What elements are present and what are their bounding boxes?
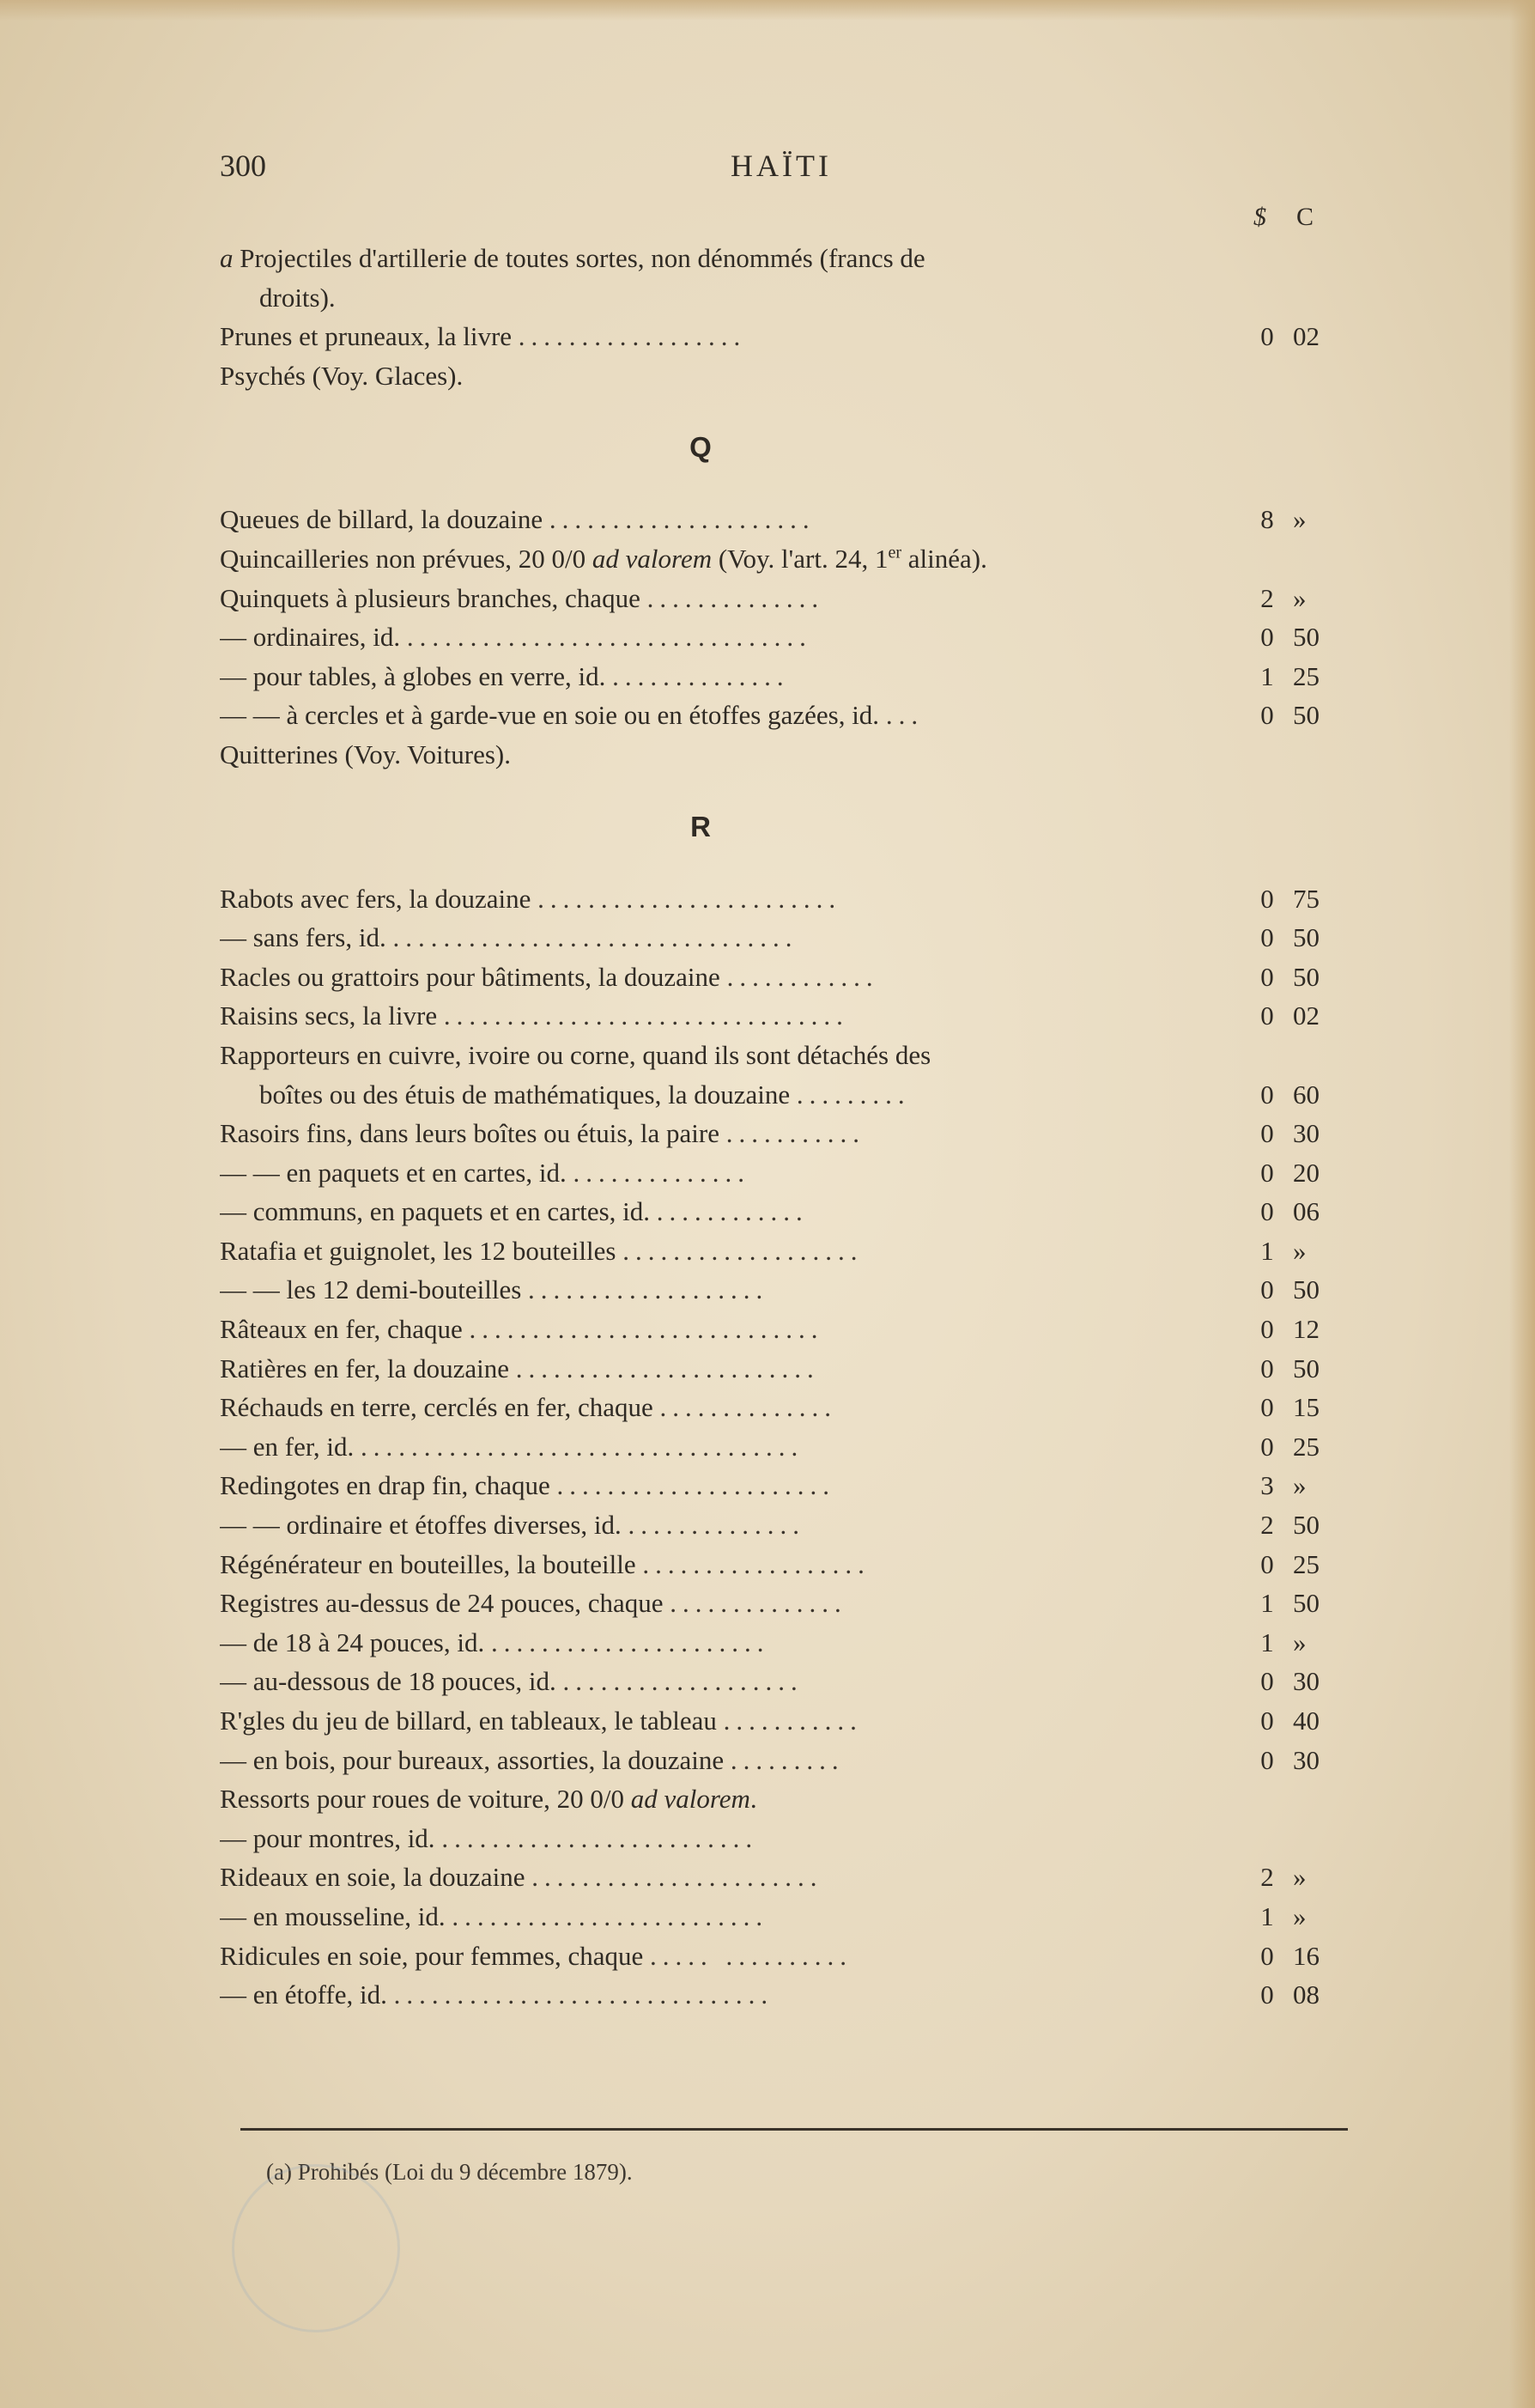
section-heading-r: R bbox=[690, 810, 711, 842]
cents-value: 50 bbox=[1293, 1353, 1320, 1383]
leader-dots: ......................... bbox=[452, 1900, 769, 1931]
cents-value: 02 bbox=[1293, 321, 1320, 352]
entry-text: Redingotes en drap fin, chaque bbox=[220, 1470, 550, 1501]
entry-text-wrap bbox=[220, 1937, 1216, 1976]
list-item bbox=[220, 1779, 1336, 1819]
entry-text-wrap bbox=[259, 1075, 1216, 1115]
leader-dots: ......... bbox=[730, 1744, 845, 1775]
cents-value: » bbox=[1293, 1235, 1307, 1266]
entry-text: Racles ou grattoirs pour bâtiments, la douzaine bbox=[220, 961, 720, 992]
entry-text: Rapporteurs en cuivre, ivoire ou corne, quand ils sont détachés des bbox=[220, 1039, 931, 1070]
list-item bbox=[220, 1741, 1336, 1780]
entry-text-wrap bbox=[220, 1741, 1216, 1780]
leader-dots: ............ bbox=[656, 1196, 809, 1227]
dollar-value: 0 bbox=[1260, 1706, 1274, 1736]
cents-value: 50 bbox=[1293, 961, 1320, 992]
dollar-value: 0 bbox=[1260, 622, 1274, 653]
entry-text: — en bois, pour bureaux, assorties, la douzaine bbox=[220, 1744, 725, 1775]
list-item bbox=[220, 1388, 1336, 1427]
entry-text-wrap bbox=[220, 1897, 1216, 1937]
leader-dots: ......................... bbox=[441, 1822, 759, 1853]
dollar-value: 0 bbox=[1260, 1979, 1274, 2010]
list-item bbox=[220, 500, 1336, 539]
dollar-value: 0 bbox=[1260, 1431, 1274, 1462]
entry-text-wrap bbox=[220, 1701, 1216, 1741]
dollar-value: 1 bbox=[1260, 1588, 1274, 1619]
entry-text: . bbox=[749, 1784, 757, 1815]
dollar-column-header: $ bbox=[1253, 203, 1266, 231]
list-item bbox=[220, 317, 1336, 356]
entry-text: Rideaux en soie, la douzaine bbox=[220, 1862, 525, 1893]
list-item bbox=[220, 1505, 1336, 1545]
cents-value: » bbox=[1293, 582, 1307, 613]
leader-dots: .................. bbox=[518, 321, 747, 352]
list-item bbox=[220, 1075, 1336, 1115]
dollar-value: 0 bbox=[1260, 1079, 1274, 1110]
cents-value: 25 bbox=[1293, 1548, 1320, 1579]
entry-text: Queues de billard, la douzaine bbox=[220, 504, 543, 535]
dollar-value: 2 bbox=[1260, 582, 1274, 613]
cents-value: 50 bbox=[1293, 1274, 1320, 1305]
leader-dots: ..... .......... bbox=[650, 1940, 853, 1971]
dollar-value: 0 bbox=[1260, 1548, 1274, 1579]
column-headers bbox=[1245, 203, 1331, 237]
dollar-value: 0 bbox=[1260, 700, 1274, 731]
entry-text: — en fer, id. bbox=[220, 1431, 355, 1462]
entry-text: (Voy. l'art. 24, 1 bbox=[712, 543, 889, 574]
dollar-value: 0 bbox=[1260, 922, 1274, 953]
entry-text: — ordinaires, id. bbox=[220, 622, 401, 653]
entry-text: Rabots avec fers, la douzaine bbox=[220, 883, 531, 914]
list-item bbox=[220, 696, 1336, 735]
dollar-value: 1 bbox=[1260, 1900, 1274, 1931]
section-q-list bbox=[220, 500, 1336, 774]
cents-value: 50 bbox=[1293, 700, 1320, 731]
entry-text-wrap bbox=[220, 1231, 1216, 1271]
entry-text: Ressorts pour roues de voiture, 20 0/0 bbox=[220, 1784, 631, 1815]
entry-text-wrap bbox=[220, 539, 1216, 579]
list-item bbox=[220, 1153, 1336, 1193]
entry-text-wrap bbox=[220, 958, 1216, 997]
cents-value: 30 bbox=[1293, 1118, 1320, 1149]
leader-dots: ..................... bbox=[549, 504, 816, 535]
leader-dots: ...................... bbox=[490, 1627, 770, 1657]
leader-dots: ............ bbox=[726, 961, 879, 992]
leader-dots: ................... bbox=[562, 1666, 804, 1697]
cents-column-header: C bbox=[1296, 203, 1314, 231]
list-item bbox=[220, 1231, 1336, 1271]
running-title: HAÏTI bbox=[731, 149, 832, 183]
list-item bbox=[220, 1349, 1336, 1389]
cents-value: 40 bbox=[1293, 1706, 1320, 1736]
list-item bbox=[220, 1036, 1336, 1075]
cents-value: 50 bbox=[1293, 1588, 1320, 1619]
entry-text: — au-dessous de 18 pouces, id. bbox=[220, 1666, 556, 1697]
entry-text-italic: ad valorem bbox=[592, 543, 713, 574]
dollar-value: 1 bbox=[1260, 660, 1274, 691]
list-item bbox=[220, 918, 1336, 958]
entry-text-wrap bbox=[220, 1779, 1216, 1819]
entry-text: Ridicules en soie, pour femmes, chaque bbox=[220, 1940, 644, 1971]
entry-text: Quitterines (Voy. Voitures). bbox=[220, 739, 511, 769]
leader-dots: ................... bbox=[528, 1274, 769, 1305]
list-item bbox=[220, 1114, 1336, 1153]
leader-dots: ...................... bbox=[556, 1470, 836, 1501]
cents-value: » bbox=[1293, 504, 1307, 535]
dollar-value: 0 bbox=[1260, 1118, 1274, 1149]
list-item bbox=[220, 278, 1336, 318]
cents-value: 20 bbox=[1293, 1157, 1320, 1188]
list-item bbox=[220, 1310, 1336, 1349]
entry-text: alinéa). bbox=[901, 543, 987, 574]
entry-text: — en étoffe, id. bbox=[220, 1979, 387, 2010]
footnote-mark: a bbox=[220, 243, 234, 273]
entry-text-wrap bbox=[220, 696, 1216, 735]
list-item bbox=[220, 579, 1336, 618]
page-edge-shadow-top bbox=[0, 0, 1535, 21]
leader-dots: .............. bbox=[573, 1157, 750, 1188]
entry-superscript: er bbox=[888, 543, 901, 562]
leader-dots: ........................ bbox=[515, 1353, 820, 1383]
dollar-value: 0 bbox=[1260, 1314, 1274, 1345]
list-item bbox=[220, 1623, 1336, 1663]
entry-text: Quinquets à plusieurs branches, chaque bbox=[220, 582, 640, 613]
dollar-value: 0 bbox=[1260, 1157, 1274, 1188]
entry-text-wrap bbox=[220, 1858, 1216, 1897]
cents-value: 60 bbox=[1293, 1079, 1320, 1110]
leader-dots: ... bbox=[885, 700, 925, 731]
entry-text-wrap bbox=[220, 1192, 1216, 1231]
list-item bbox=[220, 1270, 1336, 1310]
dollar-value: 1 bbox=[1260, 1627, 1274, 1657]
entry-text-wrap bbox=[220, 1114, 1216, 1153]
entry-text: — — à cercles et à garde-vue en soie ou en étoffes gazées, id. bbox=[220, 700, 880, 731]
entry-text-wrap bbox=[220, 918, 1216, 958]
entry-text: — pour tables, à globes en verre, id. bbox=[220, 660, 606, 691]
cents-value: 75 bbox=[1293, 883, 1320, 914]
leader-dots: ................................ bbox=[443, 1000, 849, 1031]
list-item bbox=[220, 1466, 1336, 1505]
entry-text-wrap bbox=[220, 617, 1216, 657]
list-item bbox=[220, 958, 1336, 997]
leader-dots: ........... bbox=[725, 1118, 866, 1149]
leader-dots: ....................... bbox=[531, 1862, 823, 1893]
entry-text: Quincailleries non prévues, 20 0/0 bbox=[220, 543, 592, 574]
leader-dots: .............. bbox=[670, 1588, 847, 1619]
entry-text: Régénérateur en bouteilles, la bouteille bbox=[220, 1548, 636, 1579]
entry-text: — sans fers, id. bbox=[220, 922, 386, 953]
dollar-value: 2 bbox=[1260, 1862, 1274, 1893]
cents-value: » bbox=[1293, 1862, 1307, 1893]
tariff-list bbox=[220, 239, 1336, 2015]
list-item bbox=[220, 735, 1336, 775]
list-item bbox=[220, 1427, 1336, 1467]
entry-text: — — ordinaire et étoffes diverses, id. bbox=[220, 1510, 622, 1541]
entry-text-wrap bbox=[220, 1270, 1216, 1310]
page-edge-shadow-right bbox=[1509, 0, 1535, 2408]
entry-text: droits). bbox=[259, 282, 336, 313]
list-item bbox=[220, 1545, 1336, 1584]
entry-text-wrap bbox=[220, 1388, 1216, 1427]
cents-value: » bbox=[1293, 1900, 1307, 1931]
entry-text: R'gles du jeu de billard, en tableaux, le tableau bbox=[220, 1706, 717, 1736]
list-item bbox=[220, 356, 1336, 396]
entry-text-wrap bbox=[220, 1545, 1216, 1584]
page-number: 300 bbox=[220, 149, 266, 183]
entry-text: — pour montres, id. bbox=[220, 1822, 435, 1853]
entry-text: Rasoirs fins, dans leurs boîtes ou étuis, la paire bbox=[220, 1118, 720, 1149]
entry-text-wrap bbox=[220, 500, 1216, 539]
entry-text: — — en paquets et en cartes, id. bbox=[220, 1157, 567, 1188]
list-item bbox=[220, 1701, 1336, 1741]
dollar-value: 0 bbox=[1260, 1353, 1274, 1383]
leader-dots: ......... bbox=[796, 1079, 911, 1110]
cents-value: 50 bbox=[1293, 622, 1320, 653]
dollar-value: 0 bbox=[1260, 1666, 1274, 1697]
entry-text-wrap bbox=[220, 735, 1216, 775]
list-item bbox=[220, 657, 1336, 696]
entry-text: — en mousseline, id. bbox=[220, 1900, 446, 1931]
entry-text-wrap bbox=[220, 1310, 1216, 1349]
cents-value: 08 bbox=[1293, 1979, 1320, 2010]
entry-text-wrap bbox=[220, 1036, 1216, 1075]
dollar-value: 0 bbox=[1260, 961, 1274, 992]
cents-value: » bbox=[1293, 1627, 1307, 1657]
list-item bbox=[220, 1584, 1336, 1623]
leader-dots: ........................ bbox=[537, 883, 842, 914]
dollar-value: 0 bbox=[1260, 1274, 1274, 1305]
leader-dots: .............. bbox=[659, 1392, 838, 1423]
entry-text-wrap bbox=[220, 1584, 1216, 1623]
entry-text: Ratafia et guignolet, les 12 bouteilles bbox=[220, 1235, 616, 1266]
dollar-value: 0 bbox=[1260, 883, 1274, 914]
entry-text-wrap bbox=[220, 579, 1216, 618]
leader-dots: .............. bbox=[612, 660, 790, 691]
list-item bbox=[220, 879, 1336, 919]
dollar-value: 3 bbox=[1260, 1470, 1274, 1501]
cents-value: 50 bbox=[1293, 1510, 1320, 1541]
dollar-value: 0 bbox=[1260, 1940, 1274, 1971]
entry-text: — de 18 à 24 pouces, id. bbox=[220, 1627, 485, 1657]
cents-value: 06 bbox=[1293, 1196, 1320, 1227]
dollar-value: 0 bbox=[1260, 1000, 1274, 1031]
leader-dots: ................................... bbox=[361, 1431, 804, 1462]
cents-value: 50 bbox=[1293, 922, 1320, 953]
entry-text: Projectiles d'artillerie de toutes sortes, non dénommés (francs de bbox=[240, 243, 925, 273]
leader-dots: ................................ bbox=[406, 622, 812, 653]
section-r-list bbox=[220, 879, 1336, 2015]
entry-text: Prunes et pruneaux, la livre bbox=[220, 321, 513, 352]
footnote-rule bbox=[240, 2128, 1348, 2131]
entry-text-wrap bbox=[220, 879, 1216, 919]
entry-text: Psychés (Voy. Glaces). bbox=[220, 360, 464, 391]
leader-dots: .................. bbox=[642, 1548, 871, 1579]
leader-dots: ........... bbox=[723, 1706, 863, 1736]
entry-text: Raisins secs, la livre bbox=[220, 1000, 438, 1031]
cents-value: 02 bbox=[1293, 1000, 1320, 1031]
entry-text: Ratières en fer, la douzaine bbox=[220, 1353, 510, 1383]
cents-value: 30 bbox=[1293, 1744, 1320, 1775]
list-item bbox=[220, 1662, 1336, 1701]
entry-text-wrap bbox=[220, 1153, 1216, 1193]
page-header bbox=[220, 148, 1336, 191]
dollar-value: 2 bbox=[1260, 1510, 1274, 1541]
list-item bbox=[220, 1937, 1336, 1976]
leader-dots: ................... bbox=[622, 1235, 864, 1266]
entry-text-wrap bbox=[220, 1505, 1216, 1545]
cents-value: 25 bbox=[1293, 660, 1320, 691]
dollar-value: 1 bbox=[1260, 1235, 1274, 1266]
entry-text-wrap bbox=[220, 1427, 1216, 1467]
entry-text: Râteaux en fer, chaque bbox=[220, 1314, 463, 1345]
entry-text-wrap bbox=[220, 1466, 1216, 1505]
entry-text: boîtes ou des étuis de mathématiques, la douzaine bbox=[259, 1079, 791, 1110]
entry-text-wrap bbox=[220, 657, 1216, 696]
dollar-value: 0 bbox=[1260, 321, 1274, 352]
entry-text: — — les 12 demi-bouteilles bbox=[220, 1274, 522, 1305]
list-item bbox=[220, 1192, 1336, 1231]
list-item bbox=[220, 617, 1336, 657]
leader-dots: ............................ bbox=[469, 1314, 824, 1345]
cents-value: » bbox=[1293, 1470, 1307, 1501]
leader-dots: .............................. bbox=[393, 1979, 774, 2010]
entry-text-wrap bbox=[220, 1623, 1216, 1663]
entry-text-wrap bbox=[220, 996, 1216, 1036]
cents-value: 15 bbox=[1293, 1392, 1320, 1423]
entry-text: Registres au-dessus de 24 pouces, chaque bbox=[220, 1588, 664, 1619]
entry-text-wrap bbox=[220, 1349, 1216, 1389]
dollar-value: 0 bbox=[1260, 1744, 1274, 1775]
list-item bbox=[220, 539, 1336, 579]
footnote: (a) Prohibés (Loi du 9 décembre 1879). bbox=[266, 2159, 633, 2185]
dollar-value: 8 bbox=[1260, 504, 1274, 535]
list-item bbox=[220, 239, 1336, 278]
list-item bbox=[220, 996, 1336, 1036]
list-item bbox=[220, 1858, 1336, 1897]
entry-text: Réchauds en terre, cerclés en fer, chaque bbox=[220, 1392, 653, 1423]
leader-dots: .............. bbox=[628, 1510, 805, 1541]
entry-text-wrap bbox=[220, 1819, 1216, 1858]
entry-text-italic: ad valorem bbox=[630, 1784, 750, 1815]
dollar-value: 0 bbox=[1260, 1196, 1274, 1227]
library-stamp bbox=[232, 2164, 400, 2332]
entry-text-wrap bbox=[220, 1975, 1216, 2015]
cents-value: 25 bbox=[1293, 1431, 1320, 1462]
list-item bbox=[220, 1819, 1336, 1858]
cents-value: 12 bbox=[1293, 1314, 1320, 1345]
section-heading-q: Q bbox=[689, 431, 712, 464]
leader-dots: .............. bbox=[646, 582, 825, 613]
list-item bbox=[220, 1897, 1336, 1937]
leader-dots: ................................ bbox=[392, 922, 798, 953]
entry-text-wrap bbox=[220, 1662, 1216, 1701]
entry-text: — communs, en paquets et en cartes, id. bbox=[220, 1196, 651, 1227]
list-item bbox=[220, 1975, 1336, 2015]
cents-value: 30 bbox=[1293, 1666, 1320, 1697]
dollar-value: 0 bbox=[1260, 1392, 1274, 1423]
cents-value: 16 bbox=[1293, 1940, 1320, 1971]
